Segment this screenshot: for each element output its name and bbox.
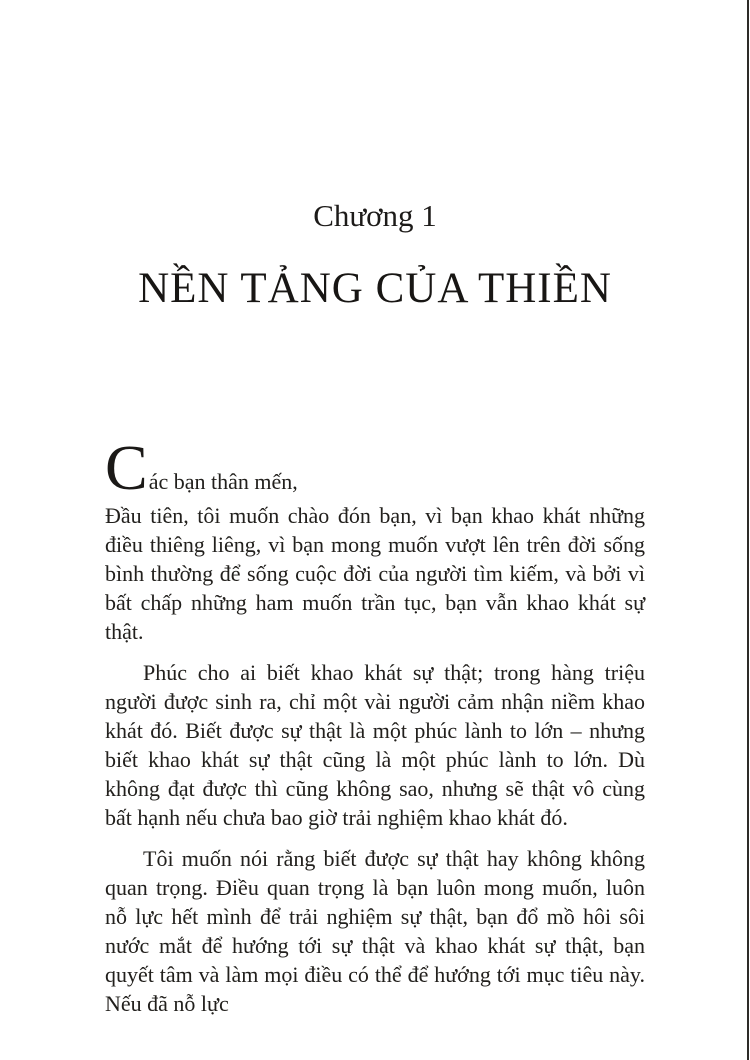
body-text bbox=[0, 432, 750, 1018]
drop-cap: C bbox=[105, 432, 149, 503]
page-edge-shadow bbox=[747, 0, 749, 1060]
paragraph-3: Tôi muốn nói rằng biết được sự thật hay không không quan trọng. Điều quan trọng là bạn luôn mong muốn, luôn nỗ lực hết mình để trải nghiệm sự thật, bạn đổ mồ hôi sôi nước mắt để hướng tới sự thật và khao khát sự thật, bạn quyết tâm và làm mọi điều có thể để hướng tới mục tiêu này. Nếu đã nỗ lực bbox=[105, 846, 645, 1016]
chapter-label: Chương 1 bbox=[313, 198, 437, 233]
paragraph-2: Phúc cho ai biết khao khát sự thật; trong hàng triệu người được sinh ra, chỉ một vài người cảm nhận niềm khao khát đó. Biết được sự thật là một phúc lành to lớn – nhưng biết khao khát sự thật cũng là một phúc lành to lớn. Dù không đạt được thì cũng không sao, nhưng sẽ thật vô cùng bất hạnh nếu chưa bao giờ trải nghiệm khao khát đó. bbox=[105, 660, 645, 830]
salutation-line bbox=[105, 432, 645, 503]
salutation-text: ác bạn thân mến, bbox=[148, 469, 298, 494]
paragraph-1: Đầu tiên, tôi muốn chào đón bạn, vì bạn khao khát những điều thiêng liêng, vì bạn mong muốn vượt lên trên đời sống bình thường để sống cuộc đời của người tìm kiếm, và bởi vì bất chấp những ham muốn trần tục, bạn vẫn khao khát sự thật. bbox=[105, 503, 645, 644]
chapter-title: NỀN TẢNG CỦA THIỀN bbox=[138, 265, 612, 312]
chapter-header bbox=[0, 0, 750, 318]
